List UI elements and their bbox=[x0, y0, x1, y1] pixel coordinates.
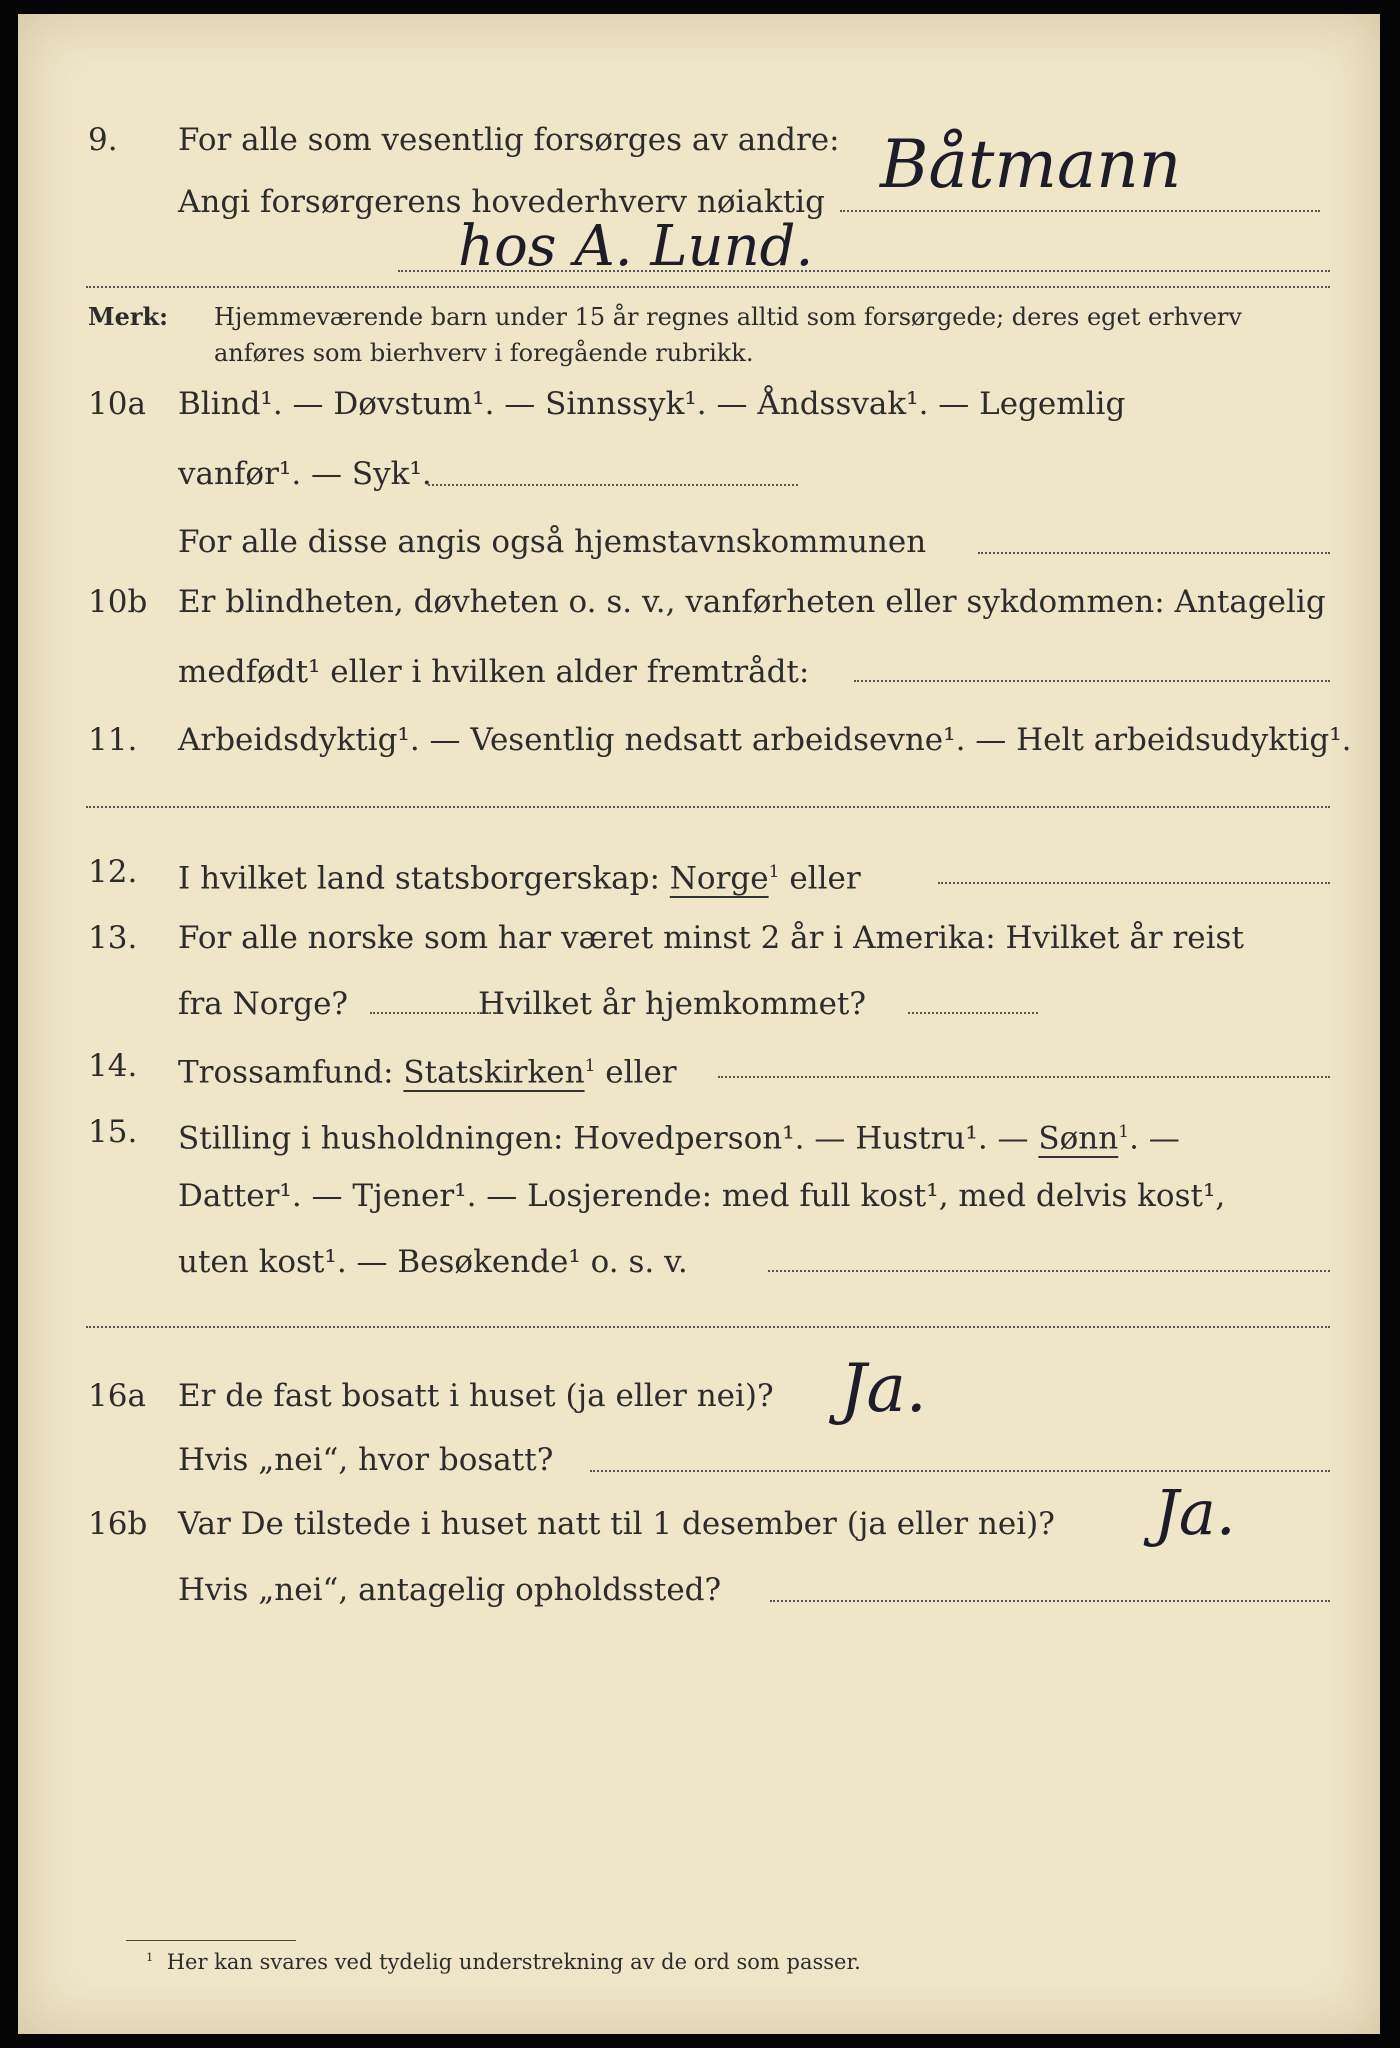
question-text: vanfør¹. — Syk¹. bbox=[178, 456, 432, 492]
underlined-answer: Norge bbox=[669, 860, 769, 897]
question-text: Arbeidsdyktig¹. — Vesentlig nedsatt arbeidsevne¹. — Helt arbeidsudyktig¹. bbox=[178, 722, 1352, 758]
footnote-rule bbox=[126, 1940, 296, 1941]
question-text: Blind¹. — Døvstum¹. — Sinnssyk¹. — Åndssvak¹. — Legemlig bbox=[178, 386, 1126, 422]
question-text: Var De tilstede i huset natt til 1 desember (ja eller nei)? bbox=[178, 1506, 1055, 1542]
question-number: 12. bbox=[88, 854, 138, 890]
question-number: 10b bbox=[88, 584, 148, 620]
question-text: uten kost¹. — Besøkende¹ o. s. v. bbox=[178, 1244, 688, 1280]
question-number: 13. bbox=[88, 920, 138, 956]
question-text: I hvilket land statsborgerskap: Norge$^1$ eller bbox=[178, 860, 861, 897]
question-number: 16b bbox=[88, 1506, 148, 1542]
question-text: For alle som vesentlig forsørges av andre: bbox=[178, 122, 840, 158]
question-text: fra Norge? Hvilket år hjemkommet? bbox=[178, 986, 867, 1022]
answer-line bbox=[938, 882, 1330, 884]
divider bbox=[86, 806, 1330, 808]
answer-line bbox=[370, 1012, 498, 1014]
question-text: For alle disse angis også hjemstavnskommunen bbox=[178, 524, 927, 560]
question-number: 16a bbox=[88, 1378, 146, 1414]
underlined-answer: Statskirken bbox=[403, 1054, 585, 1091]
divider bbox=[86, 286, 1330, 288]
question-text: Stilling i husholdningen: Hovedperson¹. — Hustru¹. — Sønn$^1$. — bbox=[178, 1120, 1180, 1157]
answer-line bbox=[768, 1270, 1330, 1272]
answer-line bbox=[718, 1076, 1330, 1078]
note-text-1: Hjemmeværende barn under 15 år regnes alltid som forsørgede; deres eget erhverv bbox=[214, 303, 1242, 331]
answer-line bbox=[854, 680, 1330, 682]
question-text: Hvis „nei“, hvor bosatt? bbox=[178, 1442, 554, 1478]
question-number: 10a bbox=[88, 386, 146, 422]
answer-line bbox=[398, 270, 1330, 272]
census-form-page bbox=[18, 14, 1380, 2034]
question-text: Er blindheten, døvheten o. s. v., vanførheten eller sykdommen: Antagelig bbox=[178, 584, 1326, 620]
answer-line bbox=[908, 1012, 1038, 1014]
handwritten-answer-occupation-cont: hos A. Lund. bbox=[458, 214, 814, 279]
divider bbox=[86, 1326, 1330, 1328]
handwritten-answer-occupation: Båtmann bbox=[880, 126, 1182, 203]
handwritten-answer-16b: Ja. bbox=[1154, 1476, 1236, 1549]
question-number: 15. bbox=[88, 1114, 138, 1150]
question-text: medfødt¹ eller i hvilken alder fremtrådt: bbox=[178, 654, 810, 690]
note-text-2: anføres som bierhverv i foregående rubrikk. bbox=[214, 339, 754, 367]
underlined-answer: Sønn bbox=[1038, 1120, 1119, 1157]
answer-line bbox=[590, 1470, 1330, 1472]
question-number: 11. bbox=[88, 722, 138, 758]
note-merk bbox=[88, 298, 168, 336]
question-text: Trossamfund: Statskirken$^1$ eller bbox=[178, 1054, 677, 1091]
question-text: Hvis „nei“, antagelig opholdssted? bbox=[178, 1572, 722, 1608]
footnote: $^1$ Her kan svares ved tydelig understrekning av de ord som passer. bbox=[146, 1950, 861, 1974]
answer-line bbox=[978, 552, 1330, 554]
question-text: Er de fast bosatt i huset (ja eller nei)? bbox=[178, 1378, 774, 1414]
question-text: Datter¹. — Tjener¹. — Losjerende: med full kost¹, med delvis kost¹, bbox=[178, 1178, 1226, 1214]
question-number: 14. bbox=[88, 1048, 138, 1084]
handwritten-answer-16a: Ja. bbox=[840, 1350, 927, 1427]
question-number: 9. bbox=[88, 122, 118, 158]
answer-line bbox=[840, 210, 1320, 212]
question-text: For alle norske som har været minst 2 år i Amerika: Hvilket år reist bbox=[178, 920, 1244, 956]
note-label: Merk: bbox=[88, 302, 168, 331]
answer-line bbox=[428, 484, 798, 486]
answer-line bbox=[770, 1600, 1330, 1602]
question-text: Angi forsørgerens hovederhverv nøiaktig bbox=[178, 184, 825, 220]
